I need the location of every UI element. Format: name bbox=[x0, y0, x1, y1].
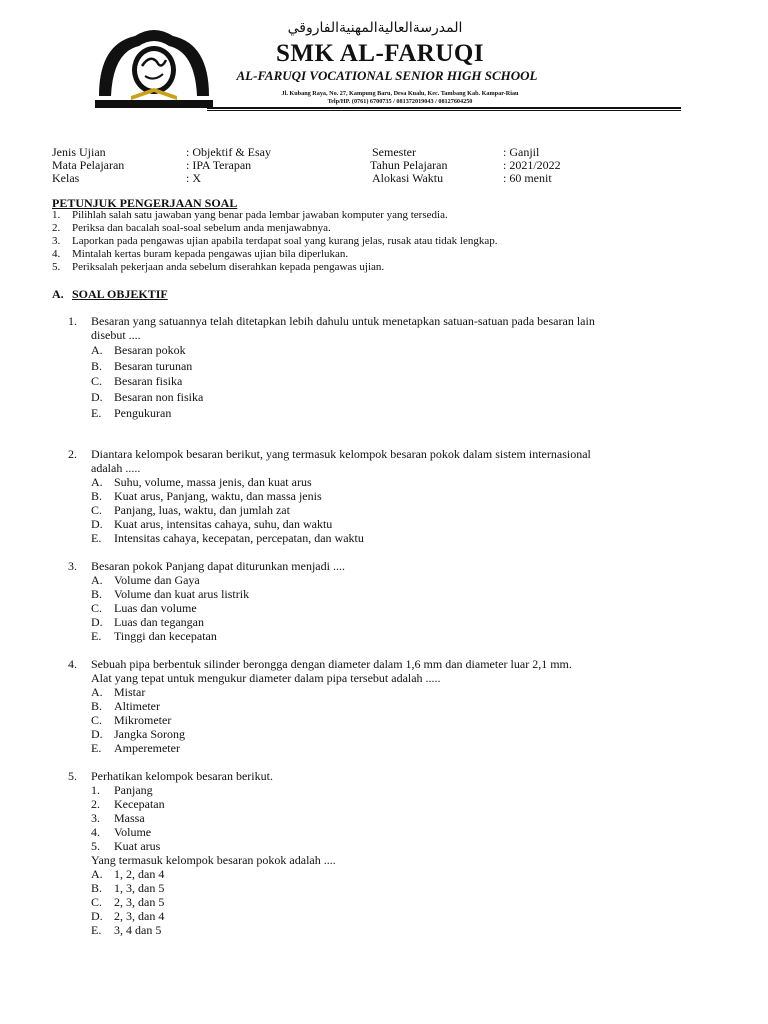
sublist-key: 1. bbox=[91, 783, 100, 797]
question-number: 4. bbox=[68, 657, 77, 671]
sublist-key: 3. bbox=[91, 811, 100, 825]
instruction-text: Periksalah pekerjaan anda sebelum diserahkan kepada pengawas ujian. bbox=[72, 261, 385, 273]
option-key: E. bbox=[91, 629, 102, 643]
option-text: 3, 4 dan 5 bbox=[114, 923, 162, 937]
option-text: Panjang, luas, waktu, dan jumlah zat bbox=[114, 503, 290, 517]
option-key: E. bbox=[91, 741, 102, 755]
info-value: : Objektif & Esay bbox=[186, 145, 271, 159]
question-number: 5. bbox=[68, 769, 77, 783]
info-label: Jenis Ujian bbox=[52, 145, 106, 159]
option-text: Tinggi dan kecepatan bbox=[114, 629, 217, 643]
sublist-key: 5. bbox=[91, 839, 100, 853]
school-address bbox=[225, 90, 575, 106]
school-english-name: AL-FARUQI VOCATIONAL SENIOR HIGH SCHOOL bbox=[236, 68, 538, 83]
option-text: 2, 3, dan 5 bbox=[114, 895, 165, 909]
option-key: A. bbox=[91, 685, 103, 699]
option-key: C. bbox=[91, 601, 103, 615]
option-key: B. bbox=[91, 359, 103, 373]
sublist-key: 4. bbox=[91, 825, 100, 839]
option-text: Besaran pokok bbox=[114, 343, 186, 357]
option-text: 1, 3, dan 5 bbox=[114, 881, 165, 895]
option-text: 1, 2, dan 4 bbox=[114, 867, 165, 881]
option-key: E. bbox=[91, 406, 102, 420]
info-label: Tahun Pelajaran bbox=[370, 158, 448, 172]
option-key: E. bbox=[91, 531, 102, 545]
sublist-text: Kuat arus bbox=[114, 839, 161, 853]
section-title: SOAL OBJEKTIF bbox=[72, 287, 168, 301]
question-stem: adalah ..... bbox=[91, 461, 141, 475]
question-number: 1. bbox=[68, 314, 77, 328]
option-key: E. bbox=[91, 923, 102, 937]
info-value: : 60 menit bbox=[503, 171, 552, 185]
arabic-school-name: المدرسةالعاليةالمهنيةالفاروقي bbox=[287, 20, 463, 36]
option-key: A. bbox=[91, 867, 103, 881]
question-stem: Besaran yang satuannya telah ditetapkan lebih dahulu untuk menetapkan satuan-satuan pada besaran lain bbox=[91, 314, 595, 328]
info-label: Semester bbox=[372, 145, 416, 159]
instruction-text: Periksa dan bacalah soal-soal sebelum anda menjawabnya. bbox=[72, 222, 331, 234]
section-letter: A. bbox=[52, 287, 64, 301]
question-stem: disebut .... bbox=[91, 328, 141, 342]
option-text: Besaran non fisika bbox=[114, 390, 204, 404]
question-stem: Alat yang tepat untuk mengukur diameter dalam pipa tersebut adalah ..... bbox=[91, 671, 441, 685]
question-stem: Sebuah pipa berbentuk silinder berongga dengan diameter dalam 1,6 mm dan diameter luar 2,1 mm. bbox=[91, 657, 572, 671]
option-key: D. bbox=[91, 615, 103, 629]
info-value: : X bbox=[186, 171, 201, 185]
sublist-text: Volume bbox=[114, 825, 152, 839]
option-text: Mikrometer bbox=[114, 713, 172, 727]
option-text: Kuat arus, Panjang, waktu, dan massa jenis bbox=[114, 489, 322, 503]
option-text: Volume dan Gaya bbox=[114, 573, 200, 587]
option-key: A. bbox=[91, 475, 103, 489]
instruction-num: 5. bbox=[52, 261, 61, 273]
option-text: Luas dan volume bbox=[114, 601, 197, 615]
option-key: B. bbox=[91, 587, 103, 601]
option-key: C. bbox=[91, 503, 103, 517]
option-key: B. bbox=[91, 881, 103, 895]
question-stem: Besaran pokok Panjang dapat diturunkan menjadi .... bbox=[91, 559, 345, 573]
question-number: 2. bbox=[68, 447, 77, 461]
info-label: Alokasi Waktu bbox=[372, 171, 444, 185]
option-text: 2, 3, dan 4 bbox=[114, 909, 165, 923]
option-text: Besaran turunan bbox=[114, 359, 193, 373]
option-text: Luas dan tegangan bbox=[114, 615, 204, 629]
question-number: 3. bbox=[68, 559, 77, 573]
address-line: Jl. Kubang Raya, No. 27, Kampung Baru, Desa Kualu, Kec. Tambang Kab. Kampar-Riau bbox=[281, 90, 519, 97]
instruction-num: 4. bbox=[52, 248, 61, 260]
option-key: C. bbox=[91, 895, 103, 909]
question-stem: Perhatikan kelompok besaran berikut. bbox=[91, 769, 273, 783]
question-stem: Diantara kelompok besaran berikut, yang termasuk kelompok besaran pokok dalam sistem internasional bbox=[91, 447, 591, 461]
option-text: Altimeter bbox=[114, 699, 160, 713]
header-rule-thin bbox=[207, 110, 681, 111]
header-rule bbox=[207, 107, 681, 109]
option-key: A. bbox=[91, 573, 103, 587]
option-key: A. bbox=[91, 343, 103, 357]
option-key: D. bbox=[91, 517, 103, 531]
info-value: : 2021/2022 bbox=[503, 158, 561, 172]
instruction-num: 1. bbox=[52, 209, 61, 221]
instruction-num: 3. bbox=[52, 235, 61, 247]
option-text: Amperemeter bbox=[114, 741, 180, 755]
sublist-text: Kecepatan bbox=[114, 797, 165, 811]
info-label: Mata Pelajaran bbox=[52, 158, 125, 172]
option-key: B. bbox=[91, 489, 103, 503]
phone-line: Telp/HP. (0761) 6700735 / 081372019043 / 08127604250 bbox=[327, 98, 473, 105]
sublist-key: 2. bbox=[91, 797, 100, 811]
option-text: Volume dan kuat arus listrik bbox=[114, 587, 250, 601]
option-key: C. bbox=[91, 374, 103, 388]
sublist-text: Panjang bbox=[114, 783, 153, 797]
option-key: B. bbox=[91, 699, 103, 713]
sublist-text: Massa bbox=[114, 811, 145, 825]
option-text: Mistar bbox=[114, 685, 146, 699]
instruction-text: Laporkan pada pengawas ujian apabila terdapat soal yang kurang jelas, rusak atau tidak lengkap. bbox=[72, 235, 498, 247]
option-key: D. bbox=[91, 390, 103, 404]
school-logo-icon bbox=[95, 26, 213, 108]
option-text: Jangka Sorong bbox=[114, 727, 185, 741]
option-key: D. bbox=[91, 909, 103, 923]
option-text: Suhu, volume, massa jenis, dan kuat arus bbox=[114, 475, 312, 489]
instruction-num: 2. bbox=[52, 222, 61, 234]
option-text: Intensitas cahaya, kecepatan, percepatan, dan waktu bbox=[114, 531, 364, 545]
option-text: Kuat arus, intensitas cahaya, suhu, dan waktu bbox=[114, 517, 333, 531]
info-label: Kelas bbox=[52, 171, 80, 185]
option-text: Pengukuran bbox=[114, 406, 172, 420]
option-key: D. bbox=[91, 727, 103, 741]
option-text: Besaran fisika bbox=[114, 374, 183, 388]
instruction-text: Mintalah kertas buram kepada pengawas ujian bila diperlukan. bbox=[72, 248, 349, 260]
instruction-text: Pilihlah salah satu jawaban yang benar pada lembar jawaban komputer yang tersedia. bbox=[72, 209, 448, 221]
question-stem-2: Yang termasuk kelompok besaran pokok adalah .... bbox=[91, 853, 336, 867]
instructions-title: PETUNJUK PENGERJAAN SOAL bbox=[52, 196, 238, 210]
info-value: : Ganjil bbox=[503, 145, 540, 159]
info-value: : IPA Terapan bbox=[186, 158, 252, 172]
letterhead bbox=[95, 8, 615, 103]
school-name: SMK AL-FARUQI bbox=[275, 40, 485, 67]
option-key: C. bbox=[91, 713, 103, 727]
